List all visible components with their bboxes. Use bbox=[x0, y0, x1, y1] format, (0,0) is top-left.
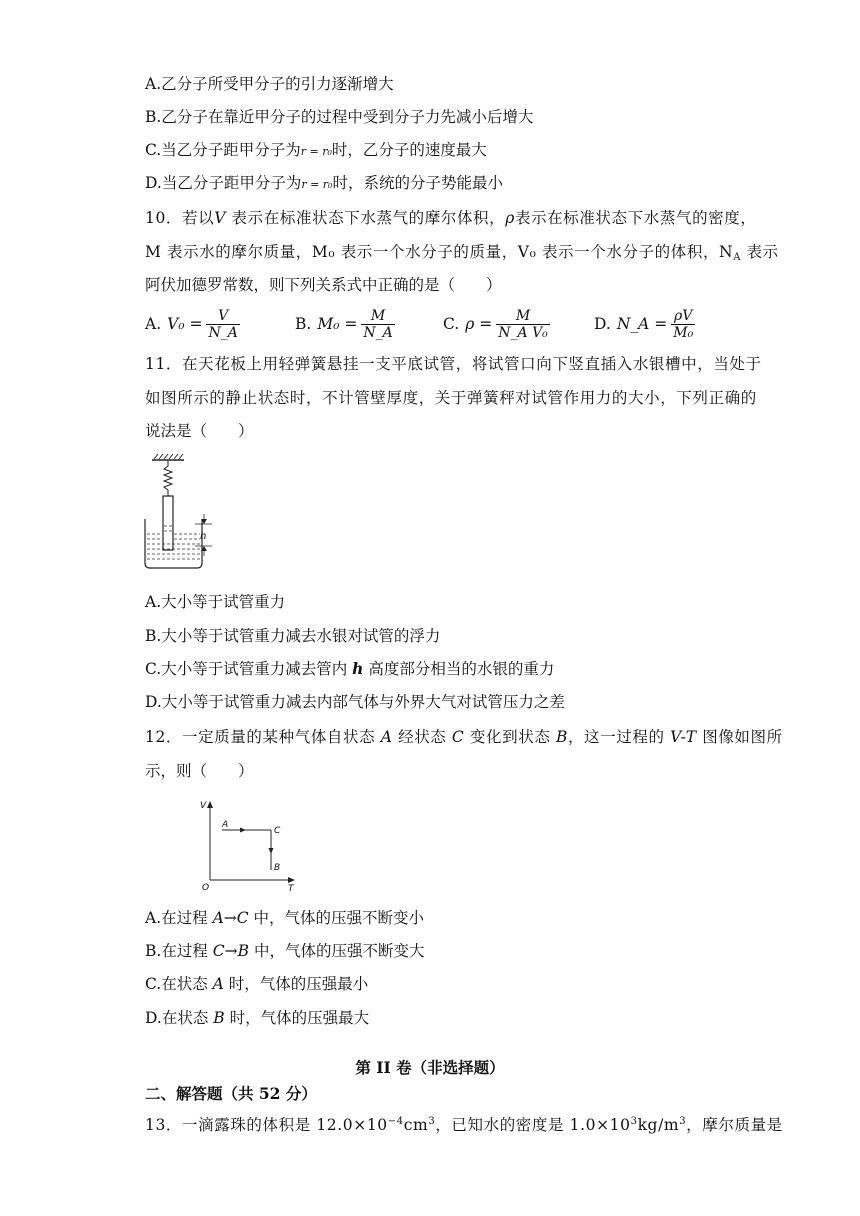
point-a-label: A bbox=[222, 820, 229, 830]
q12-option-b: B.在过程 C→B 中，气体的压强不断变大 bbox=[145, 942, 425, 960]
h-label: h bbox=[200, 531, 207, 542]
q11-figure-spring-tube bbox=[140, 452, 230, 572]
fraction: $\frac{V}{N\_A}$ bbox=[208, 307, 238, 341]
q10-option-d: D. N_A = $\frac{\rho V}{\text{M₀}}$ bbox=[594, 307, 694, 341]
test-tube bbox=[163, 496, 173, 550]
q11-stem-line2: 如图所示的静止状态时，不计管壁厚度，关于弹簧秤对试管作用力的大小，下列正确的 bbox=[145, 389, 757, 407]
v-axis-label: V bbox=[200, 801, 207, 811]
t-axis-label: T bbox=[288, 884, 294, 894]
q10-options bbox=[145, 303, 745, 345]
q10-stem-line2: M 表示水的摩尔质量，M₀ 表示一个水分子的质量，V₀ 表示一个水分子的体积，$N_A$ 表示 bbox=[145, 243, 779, 263]
q11-option-b: B.大小等于试管重力减去水银对试管的浮力 bbox=[145, 627, 441, 645]
point-c-label: C bbox=[274, 826, 281, 836]
fraction: $\frac{M}{\text{N\_A V₀}}$ bbox=[498, 307, 548, 341]
q10-option-b: B. M₀ = $\frac{M}{N\_A}$ bbox=[295, 307, 393, 341]
q10-option-c: C. ρ = $\frac{M}{\text{N\_A V₀}}$ bbox=[443, 307, 548, 341]
q9-option-d: D.当乙分子距甲分子为r = r₀时，系统的分子势能最小 bbox=[145, 174, 503, 192]
q12-stem-line2: 示，则（ ） bbox=[145, 762, 254, 780]
q10-option-a: A. V₀ = $\frac{V}{N\_A}$ bbox=[145, 307, 238, 341]
ceiling-hatch bbox=[154, 454, 183, 459]
point-b-label: B bbox=[274, 863, 281, 873]
q12-option-c: C.在状态 A 时，气体的压强最小 bbox=[145, 975, 369, 993]
section-subtitle: 二、解答题（共 52 分） bbox=[145, 1084, 317, 1103]
q10-stem-line3: 阿伏加德罗常数，则下列关系式中正确的是（ ） bbox=[145, 276, 502, 294]
q12-stem-line1: 12．一定质量的某种气体自状态 A 经状态 C 变化到状态 B，这一过程的 V-T 图像如图所 bbox=[145, 728, 783, 746]
spring-icon bbox=[164, 460, 172, 496]
q9-option-c: C.当乙分子距甲分子为r = r₀时，乙分子的速度最大 bbox=[145, 141, 487, 159]
q11-option-a: A.大小等于试管重力 bbox=[145, 593, 286, 611]
fraction: $\frac{M}{N\_A}$ bbox=[363, 307, 393, 341]
q10-stem-line1: 10．若以V 表示在标准状态下水蒸气的摩尔体积，ρ表示在标准状态下水蒸气的密度， bbox=[145, 209, 757, 227]
section-title: 第 II 卷（非选择题） bbox=[355, 1058, 505, 1077]
q12-option-d: D.在状态 B 时，气体的压强最大 bbox=[145, 1009, 370, 1027]
fraction: $\frac{\rho V}{\text{M₀}}$ bbox=[673, 307, 694, 341]
q12-vt-graph bbox=[196, 794, 306, 894]
q11-stem-line1: 11．在天花板上用轻弹簧悬挂一支平底试管，将试管口向下竖直插入水银槽中，当处于 bbox=[145, 355, 762, 373]
origin-label: O bbox=[202, 883, 210, 893]
q13-stem-line1: 13．一滴露珠的体积是 $12.0\times 10^{-4}cm^3$，已知水的密度是 $1.0\times 10^3kg/m^3$，摩尔质量是 bbox=[145, 1116, 783, 1134]
q11-stem-line3: 说法是（ ） bbox=[145, 422, 254, 440]
q11-option-c: C.大小等于试管重力减去管内 h 高度部分相当的水银的重力 bbox=[145, 659, 555, 678]
q12-option-a: A.在过程 A→C 中，气体的压强不断变小 bbox=[145, 909, 425, 927]
q9-option-a: A.乙分子所受甲分子的引力逐渐增大 bbox=[145, 75, 394, 93]
q9-option-b: B.乙分子在靠近甲分子的过程中受到分子力先减小后增大 bbox=[145, 108, 534, 126]
q11-option-d: D.大小等于试管重力减去内部气体与外界大气对试管压力之差 bbox=[145, 693, 565, 711]
